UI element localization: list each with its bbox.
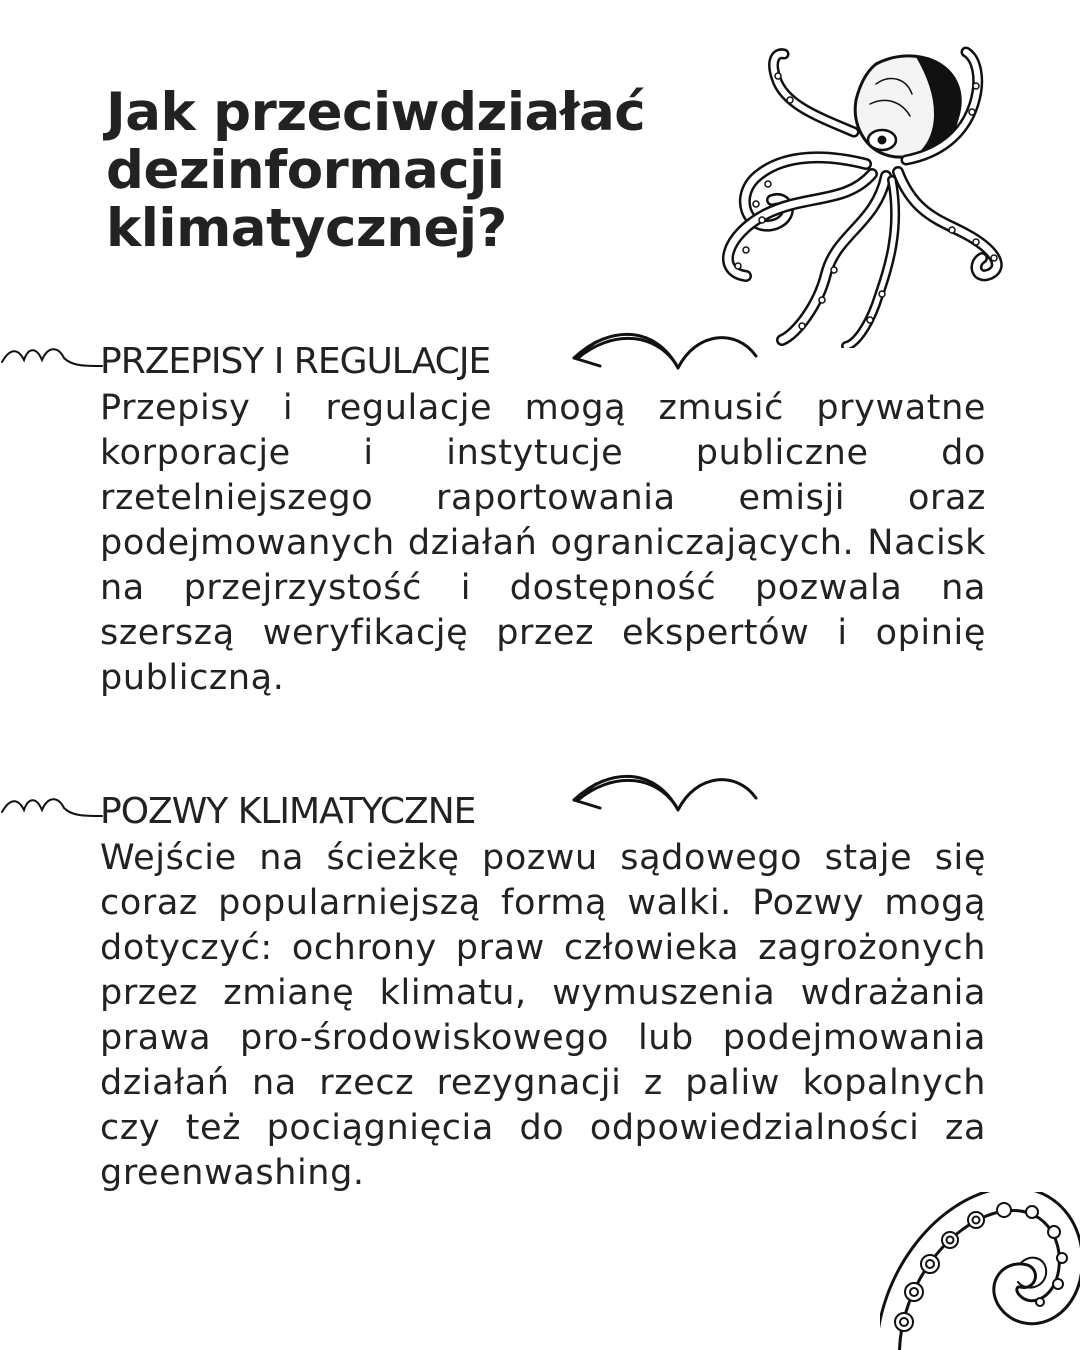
- squiggle-icon: [0, 790, 104, 824]
- page-title: [106, 84, 666, 258]
- section-body-regulations: Przepisy i regulacje mogą zmusić prywatne korporacje i instytucje publiczne do rzetelniejszego raportowania emisji oraz podejmowanych działań ograniczających. Nacisk na przejrzystość i dostępność pozwala na szerszą weryfikację przez ekspertów i opinię publiczną.: [100, 388, 986, 698]
- title-line-1: Jak przeciwdziałać: [106, 82, 646, 143]
- tentacle-illustration: [880, 1192, 1080, 1350]
- title-line-3: klimatycznej?: [106, 198, 507, 259]
- title-line-2: dezinformacji: [106, 140, 505, 201]
- section-heading-lawsuits: POZWY KLIMATYCZNE: [100, 791, 476, 832]
- section-heading-regulations: PRZEPISY I REGULACJE: [100, 341, 491, 382]
- curved-arrow-icon: [560, 760, 764, 820]
- curved-arrow-icon: [560, 318, 764, 378]
- section-body-lawsuits: Wejście na ścieżkę pozwu sądowego staje się coraz popularniejszą formą walki. Pozwy mogą dotyczyć: ochrony praw człowieka zagrożonych przez zmianę klimatu, wymuszenia wdrażania prawa pro-środowiskowego lub podejmowania działań na rzecz rezygnacji z paliw kopalnych czy też pociągnięcia do odpowiedzialności za greenwashing.: [100, 838, 986, 1193]
- octopus-illustration: [676, 44, 1012, 348]
- squiggle-icon: [0, 340, 104, 374]
